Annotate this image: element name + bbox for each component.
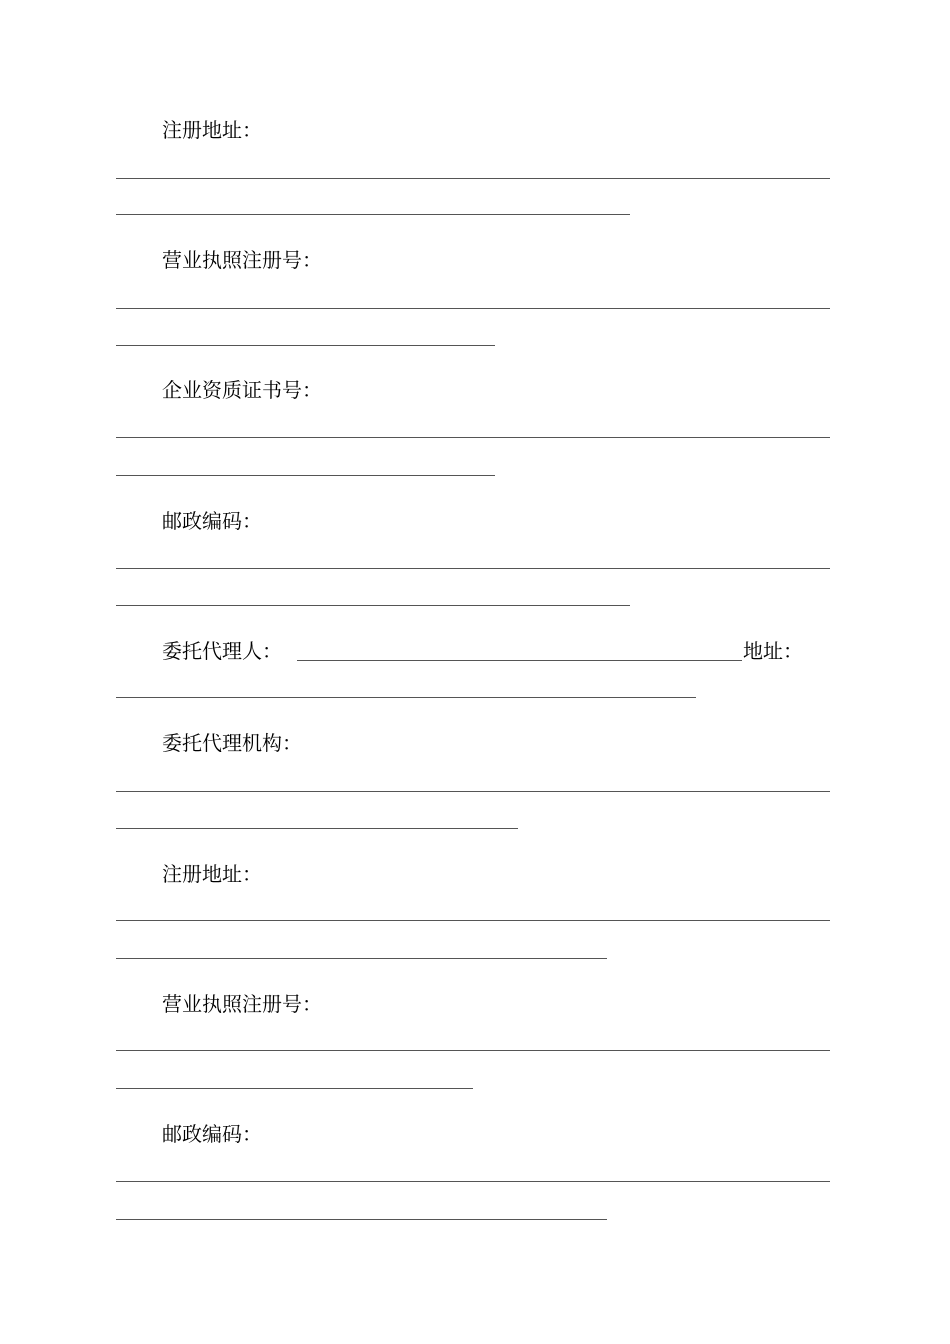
- agency-registered-address-blank-line-1[interactable]: [116, 920, 830, 921]
- agent-blank-line[interactable]: [297, 660, 742, 661]
- business-license-number-blank-line-2[interactable]: [116, 345, 495, 346]
- agency-postal-code-label: 邮政编码：: [162, 1122, 262, 1146]
- qualification-certificate-label: 企业资质证书号：: [162, 378, 322, 402]
- agent-label: 委托代理人：: [162, 639, 282, 663]
- agency-business-license-number-blank-line-1[interactable]: [116, 1050, 830, 1051]
- postal-code-blank-line-1[interactable]: [116, 568, 830, 569]
- agency-blank-line-2[interactable]: [116, 828, 518, 829]
- agency-postal-code-blank-line-2[interactable]: [116, 1219, 607, 1220]
- postal-code-label: 邮政编码：: [162, 509, 262, 533]
- postal-code-blank-line-2[interactable]: [116, 605, 630, 606]
- agency-business-license-number-label: 营业执照注册号：: [162, 992, 322, 1016]
- agency-registered-address-label: 注册地址：: [162, 862, 262, 886]
- business-license-number-blank-line-1[interactable]: [116, 308, 830, 309]
- agency-business-license-number-blank-line-2[interactable]: [116, 1088, 473, 1089]
- registered-address-label: 注册地址：: [162, 118, 262, 142]
- agency-label: 委托代理机构：: [162, 731, 302, 755]
- registered-address-blank-line-2[interactable]: [116, 214, 630, 215]
- qualification-certificate-blank-line-1[interactable]: [116, 437, 830, 438]
- agency-registered-address-blank-line-2[interactable]: [116, 958, 607, 959]
- agent-address-label: 地址：: [743, 639, 803, 663]
- agent-address-blank-line[interactable]: [116, 697, 696, 698]
- registered-address-blank-line-1[interactable]: [116, 178, 830, 179]
- business-license-number-label: 营业执照注册号：: [162, 248, 322, 272]
- agency-postal-code-blank-line-1[interactable]: [116, 1181, 830, 1182]
- agency-blank-line-1[interactable]: [116, 791, 830, 792]
- qualification-certificate-blank-line-2[interactable]: [116, 475, 495, 476]
